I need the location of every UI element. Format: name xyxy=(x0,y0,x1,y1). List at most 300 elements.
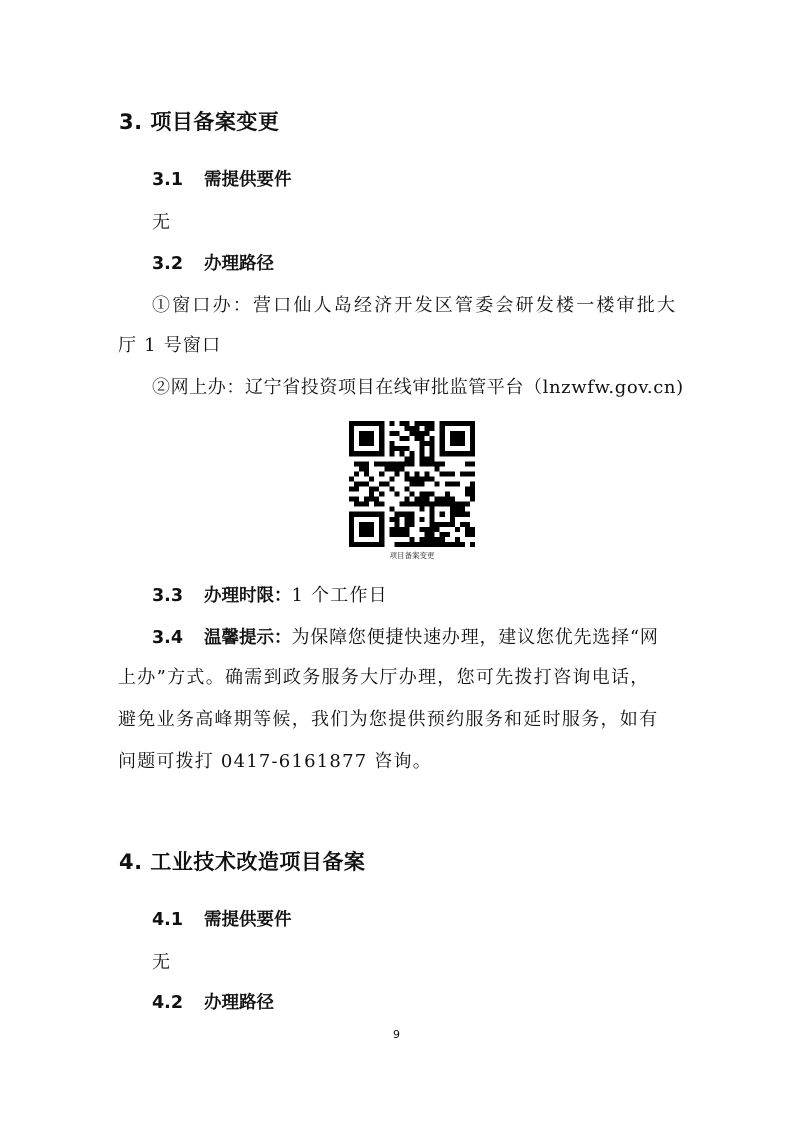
qr-module xyxy=(445,421,450,426)
qr-module xyxy=(399,446,404,451)
qr-module xyxy=(415,481,420,486)
qr-module xyxy=(420,527,425,532)
qr-module xyxy=(420,476,425,481)
qr-module xyxy=(455,421,460,426)
qr-module xyxy=(394,532,399,537)
qr-module xyxy=(455,431,460,436)
qr-module xyxy=(415,426,420,431)
qr-module xyxy=(359,532,364,537)
qr-module xyxy=(404,517,409,522)
qr-module xyxy=(430,426,435,431)
qr-module xyxy=(450,471,455,476)
qr-module xyxy=(450,497,455,502)
qr-module xyxy=(425,502,430,507)
qr-module xyxy=(374,451,379,456)
qr-module xyxy=(379,532,384,537)
qr-module xyxy=(460,471,465,476)
qr-module xyxy=(349,476,354,481)
qr-module xyxy=(455,542,460,547)
qr-module xyxy=(415,421,420,426)
qr-module xyxy=(389,487,394,492)
qr-module xyxy=(455,441,460,446)
qr-module xyxy=(420,481,425,486)
qr-module xyxy=(379,471,384,476)
qr-module xyxy=(450,451,455,456)
subsection-3-1-body: 无 xyxy=(152,212,172,233)
qr-module xyxy=(409,502,414,507)
qr-module xyxy=(435,527,440,532)
qr-module xyxy=(409,517,414,522)
qr-module xyxy=(349,522,354,527)
qr-module xyxy=(455,451,460,456)
qr-module xyxy=(349,497,354,502)
qr-module xyxy=(379,446,384,451)
qr-module xyxy=(450,421,455,426)
qr-module xyxy=(364,532,369,537)
qr-module xyxy=(404,421,409,426)
qr-module xyxy=(364,512,369,517)
qr-module xyxy=(404,512,409,517)
qr-module xyxy=(409,542,414,547)
qr-module xyxy=(394,527,399,532)
subsection-4-1-body: 无 xyxy=(152,952,172,973)
qr-module xyxy=(425,532,430,537)
qr-module xyxy=(435,461,440,466)
qr-module xyxy=(470,492,475,497)
qr-module xyxy=(374,512,379,517)
qr-module xyxy=(420,542,425,547)
qr-module xyxy=(440,461,445,466)
section-3-title: 3. 项目备案变更 xyxy=(119,110,280,134)
qr-module xyxy=(364,441,369,446)
qr-module xyxy=(404,446,409,451)
qr-module xyxy=(369,451,374,456)
qr-module xyxy=(404,476,409,481)
subsection-3-4-line xyxy=(152,623,659,649)
qr-module xyxy=(364,451,369,456)
qr-module xyxy=(415,502,420,507)
qr-module xyxy=(440,502,445,507)
qr-module xyxy=(425,431,430,436)
qr-module xyxy=(460,421,465,426)
qr-module xyxy=(435,542,440,547)
subsection-label: 温馨提示： xyxy=(204,628,292,648)
qr-module xyxy=(425,426,430,431)
qr-module xyxy=(354,502,359,507)
qr-module xyxy=(440,436,445,441)
qr-module xyxy=(450,522,455,527)
qr-module xyxy=(374,502,379,507)
qr-module xyxy=(349,441,354,446)
qr-module xyxy=(465,451,470,456)
qr-module xyxy=(384,481,389,486)
subsection-label: 需提供要件 xyxy=(204,910,292,930)
qr-module xyxy=(354,497,359,502)
qr-module xyxy=(455,502,460,507)
qr-module xyxy=(460,502,465,507)
qr-module xyxy=(349,512,354,517)
qr-module xyxy=(450,436,455,441)
qr-module xyxy=(389,466,394,471)
subsection-number: 3.4 xyxy=(152,628,184,648)
qr-module xyxy=(364,461,369,466)
qr-module xyxy=(420,497,425,502)
qr-module xyxy=(369,436,374,441)
qr-module xyxy=(359,522,364,527)
qr-module xyxy=(379,537,384,542)
qr-module xyxy=(394,431,399,436)
qr-module xyxy=(359,431,364,436)
qr-module xyxy=(470,481,475,486)
qr-module xyxy=(404,471,409,476)
subsection-number: 4.1 xyxy=(152,910,184,930)
qr-module xyxy=(389,421,394,426)
qr-module xyxy=(379,542,384,547)
qr-module xyxy=(465,471,470,476)
qr-module xyxy=(389,476,394,481)
qr-caption: 项目备案变更 xyxy=(389,551,435,560)
qr-module xyxy=(420,431,425,436)
qr-module xyxy=(364,527,369,532)
qr-module xyxy=(415,431,420,436)
qr-module xyxy=(465,502,470,507)
qr-module xyxy=(470,436,475,441)
qr-module xyxy=(379,481,384,486)
qr-module xyxy=(349,542,354,547)
qr-module xyxy=(409,431,414,436)
qr-module xyxy=(465,421,470,426)
qr-module xyxy=(425,471,430,476)
qr-module xyxy=(399,542,404,547)
qr-module xyxy=(425,461,430,466)
qr-module xyxy=(379,517,384,522)
qr-module xyxy=(369,542,374,547)
processing-time-value: 1 个工作日 xyxy=(291,585,388,606)
qr-module xyxy=(435,522,440,527)
qr-module xyxy=(415,471,420,476)
qr-module xyxy=(349,446,354,451)
qr-module xyxy=(450,542,455,547)
qr-module xyxy=(364,436,369,441)
qr-module xyxy=(354,421,359,426)
tip-line-3: 避免业务高峰期等候，我们为您提供预约服务和延时服务，如有 xyxy=(118,709,659,730)
qr-module xyxy=(399,466,404,471)
qr-module xyxy=(470,497,475,502)
qr-module xyxy=(374,497,379,502)
qr-module xyxy=(455,507,460,512)
qr-module xyxy=(470,426,475,431)
qr-module xyxy=(404,436,409,441)
qr-code xyxy=(349,421,475,547)
qr-module xyxy=(420,441,425,446)
qr-module xyxy=(364,431,369,436)
qr-module xyxy=(440,497,445,502)
qr-module xyxy=(430,461,435,466)
qr-module xyxy=(354,481,359,486)
qr-module xyxy=(369,522,374,527)
qr-module xyxy=(389,527,394,532)
qr-module xyxy=(399,436,404,441)
qr-module xyxy=(435,502,440,507)
subsection-label: 办理时限： xyxy=(204,586,292,606)
qr-module xyxy=(445,451,450,456)
qr-module xyxy=(425,441,430,446)
qr-module xyxy=(354,487,359,492)
qr-module xyxy=(394,517,399,522)
qr-module xyxy=(445,471,450,476)
qr-module xyxy=(445,522,450,527)
qr-module xyxy=(470,431,475,436)
subsection-3-3-line xyxy=(152,581,388,607)
qr-module xyxy=(445,542,450,547)
qr-module xyxy=(364,481,369,486)
qr-module xyxy=(399,421,404,426)
qr-module xyxy=(435,466,440,471)
qr-module xyxy=(389,431,394,436)
qr-module xyxy=(450,481,455,486)
qr-module xyxy=(450,431,455,436)
qr-module xyxy=(349,436,354,441)
qr-module xyxy=(364,471,369,476)
qr-module xyxy=(420,492,425,497)
qr-module xyxy=(359,466,364,471)
qr-module xyxy=(404,542,409,547)
qr-module xyxy=(359,512,364,517)
qr-module xyxy=(425,492,430,497)
qr-module xyxy=(470,446,475,451)
qr-module xyxy=(470,542,475,547)
qr-module xyxy=(455,537,460,542)
qr-module xyxy=(425,497,430,502)
qr-module xyxy=(349,426,354,431)
qr-module xyxy=(440,441,445,446)
qr-module xyxy=(409,537,414,542)
qr-module xyxy=(384,461,389,466)
qr-module xyxy=(379,461,384,466)
qr-module xyxy=(379,527,384,532)
qr-module xyxy=(399,512,404,517)
qr-module xyxy=(470,532,475,537)
qr-module xyxy=(425,476,430,481)
qr-module xyxy=(399,451,404,456)
qr-module xyxy=(404,497,409,502)
qr-module xyxy=(440,446,445,451)
qr-module xyxy=(450,502,455,507)
qr-module xyxy=(359,527,364,532)
qr-module xyxy=(420,436,425,441)
qr-module xyxy=(425,537,430,542)
qr-module xyxy=(440,537,445,542)
qr-module xyxy=(445,481,450,486)
qr-module xyxy=(364,421,369,426)
qr-module xyxy=(389,446,394,451)
qr-module xyxy=(450,517,455,522)
qr-module xyxy=(470,441,475,446)
subsection-number: 3.3 xyxy=(152,586,184,606)
qr-module xyxy=(389,441,394,446)
qr-module xyxy=(409,512,414,517)
qr-module xyxy=(460,522,465,527)
qr-module xyxy=(389,517,394,522)
qr-module xyxy=(389,461,394,466)
qr-module xyxy=(399,502,404,507)
qr-module xyxy=(470,527,475,532)
qr-module xyxy=(430,492,435,497)
qr-module xyxy=(420,507,425,512)
qr-module xyxy=(404,487,409,492)
qr-module xyxy=(440,451,445,456)
qr-module xyxy=(369,476,374,481)
qr-module xyxy=(440,431,445,436)
qr-module xyxy=(369,512,374,517)
qr-module xyxy=(450,441,455,446)
qr-module xyxy=(349,421,354,426)
tip-line-4: 问题可拨打 0417-6161877 咨询。 xyxy=(118,751,432,772)
subsection-3-1-heading xyxy=(152,166,292,191)
qr-module xyxy=(369,527,374,532)
qr-module xyxy=(409,481,414,486)
qr-module xyxy=(450,512,455,517)
qr-module xyxy=(359,461,364,466)
qr-module xyxy=(404,532,409,537)
qr-module xyxy=(465,461,470,466)
subsection-label: 需提供要件 xyxy=(204,170,292,190)
qr-module xyxy=(420,456,425,461)
qr-module xyxy=(420,421,425,426)
qr-module xyxy=(359,441,364,446)
qr-module xyxy=(465,522,470,527)
qr-module xyxy=(409,426,414,431)
qr-module xyxy=(445,492,450,497)
qr-module xyxy=(404,426,409,431)
qr-module xyxy=(465,532,470,537)
qr-module xyxy=(354,542,359,547)
qr-module xyxy=(359,421,364,426)
path-window-line-2: 厅 1 号窗口 xyxy=(118,335,222,356)
qr-module xyxy=(440,471,445,476)
qr-module xyxy=(440,522,445,527)
qr-module xyxy=(389,451,394,456)
qr-module xyxy=(415,476,420,481)
qr-module xyxy=(369,421,374,426)
qr-module xyxy=(440,426,445,431)
subsection-number: 3.1 xyxy=(152,170,184,190)
qr-module xyxy=(420,461,425,466)
qr-module xyxy=(465,527,470,532)
qr-module xyxy=(349,451,354,456)
qr-module xyxy=(359,481,364,486)
qr-module xyxy=(430,517,435,522)
qr-module xyxy=(379,502,384,507)
qr-module xyxy=(409,461,414,466)
qr-module xyxy=(389,507,394,512)
qr-module xyxy=(369,487,374,492)
path-window-line-1: ①窗口办：营口仙人岛经济开发区管委会研发楼一楼审批大 xyxy=(152,295,678,316)
qr-module xyxy=(430,522,435,527)
qr-module xyxy=(404,527,409,532)
qr-module xyxy=(460,512,465,517)
qr-module xyxy=(440,542,445,547)
qr-module xyxy=(349,527,354,532)
qr-module xyxy=(384,466,389,471)
qr-code-image xyxy=(349,421,475,547)
qr-module xyxy=(430,446,435,451)
qr-module xyxy=(455,481,460,486)
subsection-number: 3.2 xyxy=(152,254,184,274)
qr-module xyxy=(430,441,435,446)
qr-module xyxy=(415,436,420,441)
qr-module xyxy=(369,497,374,502)
qr-module xyxy=(409,456,414,461)
qr-module xyxy=(404,456,409,461)
qr-module xyxy=(415,497,420,502)
qr-module xyxy=(425,421,430,426)
qr-module xyxy=(369,441,374,446)
qr-module xyxy=(359,502,364,507)
qr-module xyxy=(409,451,414,456)
qr-module xyxy=(379,522,384,527)
subsection-4-1-heading xyxy=(152,906,292,931)
qr-module xyxy=(409,492,414,497)
qr-module xyxy=(379,512,384,517)
qr-module xyxy=(394,522,399,527)
qr-module xyxy=(404,522,409,527)
qr-module xyxy=(430,451,435,456)
qr-module xyxy=(420,537,425,542)
qr-module xyxy=(470,487,475,492)
qr-module xyxy=(430,537,435,542)
qr-module xyxy=(369,492,374,497)
qr-module xyxy=(425,542,430,547)
qr-module xyxy=(430,512,435,517)
qr-module xyxy=(409,522,414,527)
qr-module xyxy=(394,466,399,471)
qr-module xyxy=(440,532,445,537)
qr-module xyxy=(359,542,364,547)
path-online-line: ②网上办：辽宁省投资项目在线审批监管平台（lnzwfw.gov.cn) xyxy=(152,377,684,398)
qr-module xyxy=(450,507,455,512)
qr-module xyxy=(399,527,404,532)
qr-module xyxy=(379,426,384,431)
qr-module xyxy=(364,502,369,507)
qr-module xyxy=(354,471,359,476)
qr-module xyxy=(440,421,445,426)
qr-module xyxy=(470,421,475,426)
subsection-number: 4.2 xyxy=(152,993,184,1013)
qr-module xyxy=(379,421,384,426)
qr-module xyxy=(460,542,465,547)
qr-module xyxy=(369,532,374,537)
qr-module xyxy=(460,507,465,512)
qr-module xyxy=(445,497,450,502)
qr-module xyxy=(374,461,379,466)
qr-module xyxy=(374,542,379,547)
qr-module xyxy=(409,476,414,481)
qr-module xyxy=(389,532,394,537)
qr-module xyxy=(420,517,425,522)
qr-module xyxy=(394,461,399,466)
qr-module xyxy=(455,512,460,517)
qr-module xyxy=(349,537,354,542)
subsection-label: 办理路径 xyxy=(204,254,274,274)
qr-module xyxy=(430,436,435,441)
qr-module xyxy=(420,446,425,451)
qr-module xyxy=(379,441,384,446)
qr-module xyxy=(430,502,435,507)
qr-module xyxy=(430,507,435,512)
qr-module xyxy=(394,492,399,497)
qr-module xyxy=(425,527,430,532)
